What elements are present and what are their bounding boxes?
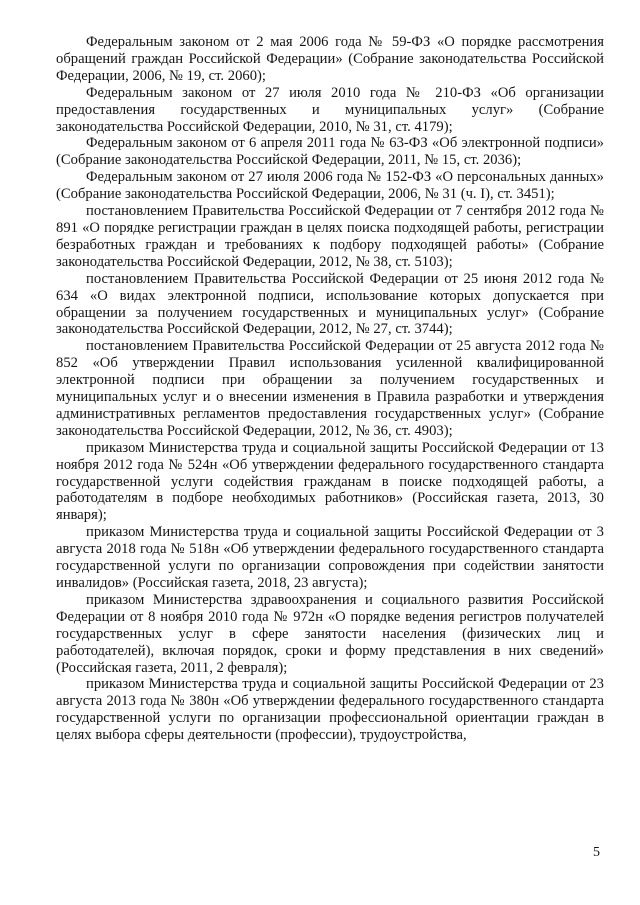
page-number: 5 (593, 845, 600, 860)
paragraph-resolution-891: постановлением Правительства Российской Федерации от 7 сентября 2012 года № 891 «О порядке регистрации граждан в целях поиска подходящей работы, регистрации безработных граждан и требованиях к подбору подходящей работы» (Собрание законодательства Российской Федерации, 2012, № 38, ст. 5103); (56, 203, 604, 270)
paragraph-order-380n: приказом Министерства труда и социальной защиты Российской Федерации от 23 августа 2013 года № 380н «Об утверждении федерального государственного стандарта государственной услуги по организации профессиональной ориентации граждан в целях выбора сферы деятельности (профессии), трудоустройства, (56, 676, 604, 744)
paragraph-order-524n: приказом Министерства труда и социальной защиты Российской Федерации от 13 ноября 2012 года № 524н «Об утверждении федерального государственного стандарта государственной услуги содействия гражданам в поиске подходящей работы, а работодателям в подборе необходимых работников» (Российская газета, 2013, 30 января); (56, 439, 604, 524)
paragraph-law-210fz: Федеральным законом от 27 июля 2010 года № 210-ФЗ «Об организации предоставления государственных и муниципальных услуг» (Собрание законодательства Российской Федерации, 2010, № 31, ст. 4179); (56, 84, 604, 135)
paragraph-law-63fz: Федеральным законом от 6 апреля 2011 года № 63-ФЗ «Об электронной подписи» (Собрание законодательства Российской Федерации, 2011, № 15, ст. 2036); (56, 135, 604, 169)
paragraph-order-518n: приказом Министерства труда и социальной защиты Российской Федерации от 3 августа 2018 года № 518н «Об утверждении федерального государственного стандарта государственной услуги по организации сопровождения при содействии занятости инвалидов» (Российская газета, 2018, 23 августа); (56, 524, 604, 591)
paragraph-law-59fz: Федеральным законом от 2 мая 2006 года № 59-ФЗ «О порядке рассмотрения обращений граждан Российской Федерации» (Собрание законодательства Российской Федерации, 2006, № 19, ст. 2060); (56, 34, 604, 84)
paragraph-resolution-634: постановлением Правительства Российской Федерации от 25 июня 2012 года № 634 «О видах электронной подписи, использование которых допускается при обращении за получением государственных и муниципальных услуг» (Собрание законодательства Российской Федерации, 2012, № 27, ст. 3744); (56, 270, 604, 338)
paragraph-order-972n: приказом Министерства здравоохранения и социального развития Российской Федерации от 8 ноября 2010 года № 972н «О порядке ведения регистров получателей государственных услуг в сфере занятости населения (физических лиц и работодателей), включая порядок, сроки и форму представления в них сведений» (Российская газета, 2011, 2 февраля); (56, 591, 604, 676)
paragraph-law-152fz: Федеральным законом от 27 июля 2006 года № 152-ФЗ «О персональных данных» (Собрание законодательства Российской Федерации, 2006, № 31 (ч. I), ст. 3451); (56, 169, 604, 203)
document-body (56, 34, 604, 744)
paragraph-resolution-852: постановлением Правительства Российской Федерации от 25 августа 2012 года № 852 «Об утверждении Правил использования усиленной квалифицированной электронной подписи при обращении за получением государственных и муниципальных услуг и о внесении изменения в Правила разработки и утверждения административных регламентов предоставления государственных услуг» (Собрание законодательства Российской Федерации, 2012, № 36, ст. 4903); (56, 338, 604, 439)
